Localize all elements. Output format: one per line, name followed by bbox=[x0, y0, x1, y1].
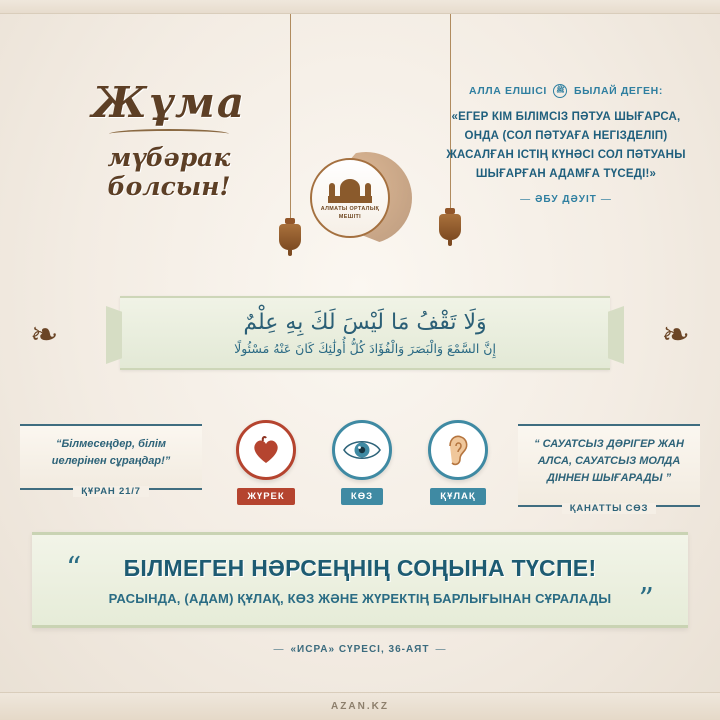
hadith-intro bbox=[436, 84, 696, 98]
ayah-source: — «ИСРА» СҮРЕСІ, 36-АЯТ — bbox=[0, 644, 720, 655]
sense-item-heart bbox=[228, 420, 304, 505]
hadith-block bbox=[436, 84, 696, 205]
quote-card-left bbox=[20, 424, 202, 498]
logo-text-line-2: МЕШІТІ bbox=[338, 214, 362, 220]
sense-label: ЖҮРЕК bbox=[237, 488, 294, 505]
sense-label: КӨЗ bbox=[341, 488, 383, 505]
site-label: AZAN.KZ bbox=[331, 701, 389, 712]
quote-source: ҚҰРАН 21/7 bbox=[20, 486, 202, 497]
arabic-verse-line-2: إِنَّ السَّمْعَ وَالْبَصَرَ وَالْفُؤَادَ كُلُّ أُولَٰئِكَ كَانَ عَنْهُ مَسْئُولًا bbox=[234, 341, 496, 356]
quote-text: “Білмесеңдер, білім иелерінен сұраңдар!” bbox=[51, 438, 171, 468]
right-ornament-icon: ❧ bbox=[661, 316, 690, 354]
quote-open-mark: “ bbox=[66, 551, 82, 586]
arabic-verse-line-1: وَلَا تَقْفُ مَا لَيْسَ لَكَ بِهِ عِلْمٌ bbox=[243, 310, 487, 335]
left-ornament-icon: ❧ bbox=[30, 316, 59, 354]
top-frame-band bbox=[0, 0, 720, 14]
hadith-intro-before: АЛЛА ЕЛШІСІ bbox=[469, 84, 547, 97]
page-title bbox=[44, 78, 294, 201]
hadith-text: «ЕГЕР КІМ БІЛІМСІЗ ПӘТУА ШЫҒАРСА, ОНДА (СОЛ ПӘТУАҒА НЕГІЗДЕЛІП) ЖАСАЛҒАН ІСТІҢ КҮНӘСІ СОЛ ПӘТУАНЫ ШЫҒАРҒАН АДАМҒА ТҮСЕДІ!» bbox=[446, 111, 686, 180]
ayah-banner bbox=[32, 532, 688, 628]
ayah-line-1: БІЛМЕГЕН НӘРСЕҢНІҢ СОҢЫНА ТҮСПЕ! bbox=[123, 554, 597, 581]
eye-icon bbox=[332, 420, 392, 480]
footer-band bbox=[0, 692, 720, 720]
quote-source: ҚАНАТТЫ СӨЗ bbox=[518, 503, 700, 514]
logo-text-line-1: АЛМАТЫ ОРТАЛЫҚ bbox=[320, 205, 380, 212]
title-line-2: мүбәрак болсын! bbox=[107, 143, 231, 201]
mosque-logo bbox=[310, 152, 410, 252]
sallallahu-seal-icon: ﷺ bbox=[553, 84, 567, 98]
ayah-line-2: РАСЫНДА, (АДАМ) ҚҰЛАҚ, КӨЗ ЖӘНЕ ЖҮРЕКТІҢ БАРЛЫҒЫНАН СҰРАЛАДЫ bbox=[108, 590, 612, 606]
title-swirl-ornament bbox=[109, 129, 229, 139]
sense-item-ear bbox=[420, 420, 496, 505]
senses-icon-row bbox=[228, 420, 496, 505]
quote-close-mark: ” bbox=[638, 582, 654, 617]
title-line-1: Жұма bbox=[91, 78, 247, 127]
quote-card-right bbox=[518, 424, 700, 515]
mosque-icon bbox=[328, 175, 372, 203]
hadith-intro-after: БЫЛАЙ ДЕГЕН: bbox=[573, 84, 663, 97]
sense-item-eye bbox=[324, 420, 400, 505]
hadith-source: — ӘБУ ДӘУІТ — bbox=[436, 194, 696, 205]
sense-label: ҚҰЛАҚ bbox=[430, 488, 485, 505]
ear-icon bbox=[428, 420, 488, 480]
heart-icon bbox=[236, 420, 296, 480]
quote-text: “ САУАТСЫЗ ДӘРІГЕР ЖАН АЛСА, САУАТСЫЗ МОЛДА ДІННЕН ШЫҒАРАДЫ ” bbox=[534, 438, 684, 485]
arabic-verse-ribbon bbox=[120, 296, 610, 370]
